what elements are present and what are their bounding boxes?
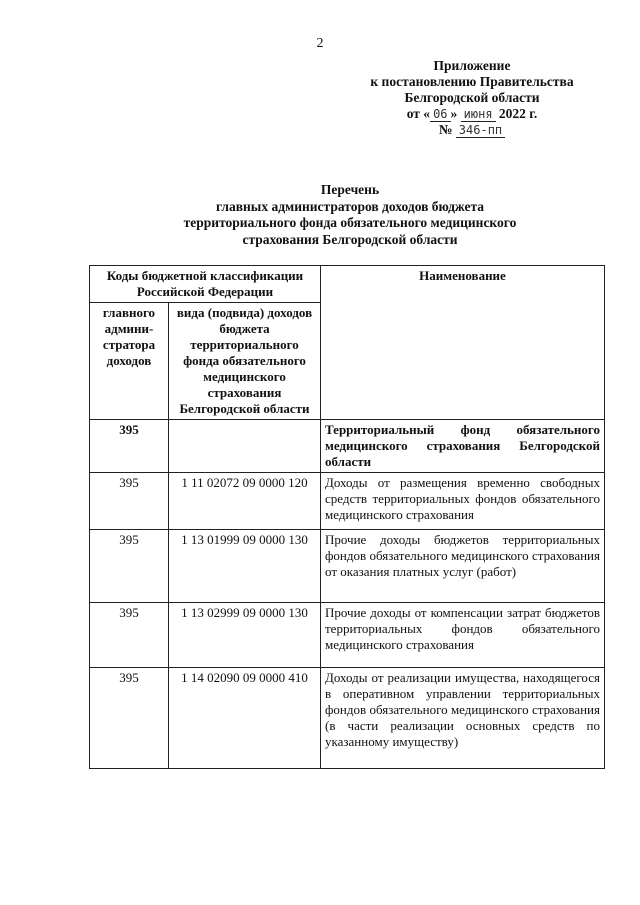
date-month: июня [461,107,496,122]
subheader-admin: главного админи-стратора доходов [90,303,169,420]
table-row: 395 1 14 02090 09 0000 410 Доходы от реализации имущества, находящегося в оперативном управлении территориальных фондов обязательного медицинского страхования (в части реализации основных средств по указанному имуществу) [90,668,605,769]
document-title [90,182,610,248]
date-day: 06 [430,107,450,122]
title-line-4: страхования Белгородской области [242,231,458,247]
header-codes: Коды бюджетной классификации Российской Федерации [90,266,321,303]
title-line-3: территориального фонда обязательного медицинского [183,215,517,230]
appendix-line-3: Белгородской области [404,90,540,105]
title-line-1: Перечень [320,182,380,197]
header-name: Наименование [321,266,605,420]
title-line-2: главных администраторов доходов бюджета [215,198,485,214]
page-number: 2 [316,36,324,51]
table-row: 395 1 13 01999 09 0000 130 Прочие доходы бюджетов территориальных фондов обязательного медицинского страхования от оказания платных услуг (работ) [90,530,605,603]
decree-number: 346-пп [456,123,505,138]
appendix-header [342,58,602,138]
table-row: 395 1 13 02999 09 0000 130 Прочие доходы от компенсации затрат бюджетов территориальных фондов обязательного медицинского страхования [90,603,605,668]
table-row: 395 1 11 02072 09 0000 120 Доходы от размещения временно свободных средств территориальных фондов обязательного медицинского страхования [90,473,605,530]
appendix-number: № 346-пп [342,122,602,138]
date-year: 2022 г. [498,106,538,121]
appendix-line-2: к постановлению Правительства [370,74,574,89]
appendix-date: от « 06 » июня 2022 г. [406,106,538,121]
appendix-line-1: Приложение [433,58,511,73]
table-row: 395 Территориальный фонд обязательного медицинского страхования Белгородской области [90,420,605,473]
subheader-kind: вида (подвида) доходов бюджета территориального фонда обязательного медицинского страхования Белгородской области [169,303,321,420]
revenue-administrators-table [89,265,605,769]
